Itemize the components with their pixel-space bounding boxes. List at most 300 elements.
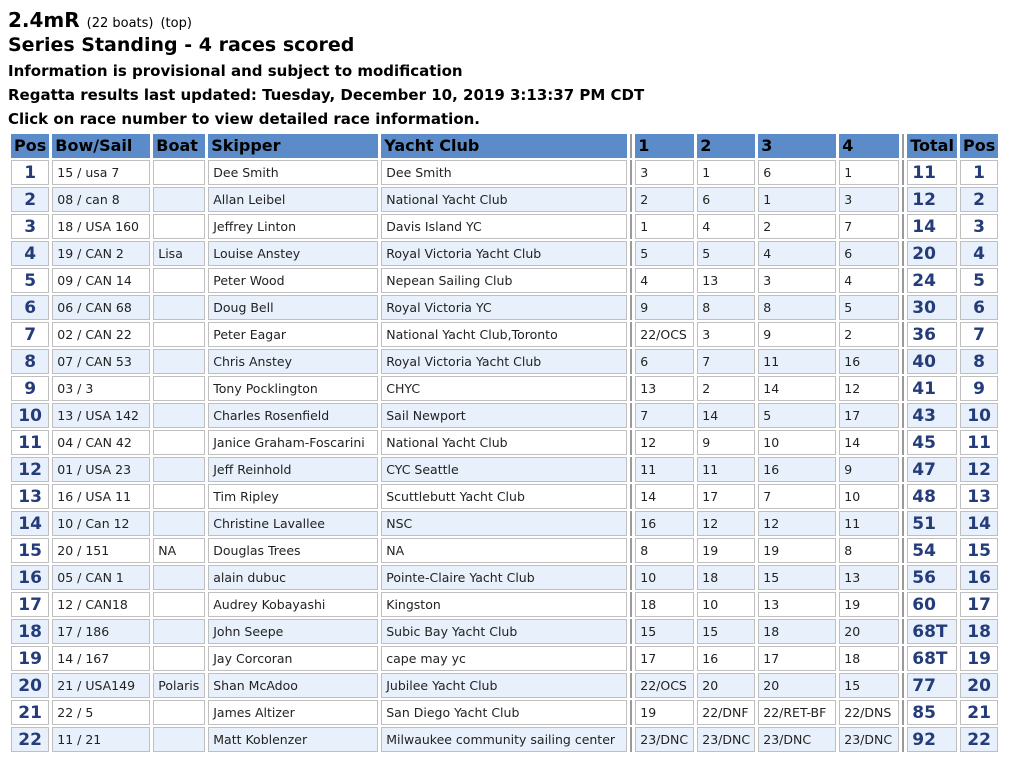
cell-race-2: 22/DNF	[697, 700, 755, 725]
cell-race-3: 5	[758, 403, 836, 428]
cell-race-3: 15	[758, 565, 836, 590]
cell-race-4: 8	[839, 538, 899, 563]
column-separator	[630, 134, 632, 158]
column-separator	[902, 646, 904, 671]
table-row	[11, 457, 998, 482]
cell-bow-sail: 21 / USA149	[52, 673, 150, 698]
cell-boat	[153, 214, 205, 239]
race-click-hint: Click on race number to view detailed race information.	[8, 110, 481, 128]
cell-race-3: 10	[758, 430, 836, 455]
cell-race-2: 8	[697, 295, 755, 320]
cell-pos-final: 17	[960, 592, 998, 617]
cell-skipper: Tony Pocklington	[208, 376, 378, 401]
column-separator	[630, 349, 632, 374]
cell-race-1: 23/DNC	[635, 727, 694, 752]
table-row	[11, 376, 998, 401]
cell-boat	[153, 727, 205, 752]
cell-pos-final: 16	[960, 565, 998, 590]
cell-skipper: Jeffrey Linton	[208, 214, 378, 239]
cell-race-2: 13	[697, 268, 755, 293]
col-boat: Boat	[153, 134, 205, 158]
cell-boat	[153, 484, 205, 509]
cell-skipper: Doug Bell	[208, 295, 378, 320]
class-title	[8, 8, 192, 36]
cell-bow-sail: 12 / CAN18	[52, 592, 150, 617]
cell-race-3: 9	[758, 322, 836, 347]
cell-yacht-club: Royal Victoria Yacht Club	[381, 241, 627, 266]
column-separator	[902, 241, 904, 266]
cell-pos: 17	[11, 592, 49, 617]
cell-race-3: 4	[758, 241, 836, 266]
cell-total: 24	[907, 268, 957, 293]
cell-bow-sail: 07 / CAN 53	[52, 349, 150, 374]
table-row	[11, 565, 998, 590]
cell-pos: 12	[11, 457, 49, 482]
cell-boat	[153, 268, 205, 293]
cell-race-1: 3	[635, 160, 694, 185]
cell-race-1: 14	[635, 484, 694, 509]
cell-race-1: 4	[635, 268, 694, 293]
cell-yacht-club: Kingston	[381, 592, 627, 617]
cell-pos: 13	[11, 484, 49, 509]
column-separator	[630, 646, 632, 671]
column-separator	[902, 538, 904, 563]
table-row	[11, 349, 998, 374]
table-row	[11, 538, 998, 563]
cell-boat	[153, 322, 205, 347]
cell-total: 48	[907, 484, 957, 509]
cell-pos-final: 4	[960, 241, 998, 266]
cell-race-3: 22/RET-BF	[758, 700, 836, 725]
cell-pos-final: 2	[960, 187, 998, 212]
cell-race-4: 7	[839, 214, 899, 239]
cell-boat	[153, 592, 205, 617]
cell-pos: 16	[11, 565, 49, 590]
cell-boat	[153, 349, 205, 374]
cell-total: 11	[907, 160, 957, 185]
series-heading: Series Standing - 4 races scored	[8, 34, 355, 56]
cell-race-1: 16	[635, 511, 694, 536]
cell-pos-final: 8	[960, 349, 998, 374]
cell-race-2: 5	[697, 241, 755, 266]
cell-total: 56	[907, 565, 957, 590]
cell-race-4: 17	[839, 403, 899, 428]
cell-yacht-club: CYC Seattle	[381, 457, 627, 482]
column-separator	[630, 268, 632, 293]
cell-race-1: 18	[635, 592, 694, 617]
cell-race-4: 3	[839, 187, 899, 212]
cell-skipper: Peter Wood	[208, 268, 378, 293]
cell-yacht-club: Nepean Sailing Club	[381, 268, 627, 293]
col-pos: Pos	[11, 134, 49, 158]
column-separator	[902, 511, 904, 536]
cell-race-1: 19	[635, 700, 694, 725]
cell-pos: 18	[11, 619, 49, 644]
cell-bow-sail: 05 / CAN 1	[52, 565, 150, 590]
column-separator	[902, 376, 904, 401]
cell-bow-sail: 22 / 5	[52, 700, 150, 725]
cell-total: 43	[907, 403, 957, 428]
cell-yacht-club: NA	[381, 538, 627, 563]
cell-race-3: 2	[758, 214, 836, 239]
cell-race-3: 7	[758, 484, 836, 509]
cell-bow-sail: 08 / can 8	[52, 187, 150, 212]
cell-boat	[153, 511, 205, 536]
cell-race-2: 19	[697, 538, 755, 563]
cell-total: 92	[907, 727, 957, 752]
cell-race-3: 23/DNC	[758, 727, 836, 752]
class-name: 2.4mR	[8, 8, 80, 32]
col-race-3-link[interactable]: 3	[758, 134, 836, 158]
column-separator	[902, 134, 904, 158]
cell-pos-final: 1	[960, 160, 998, 185]
cell-race-4: 2	[839, 322, 899, 347]
cell-race-3: 12	[758, 511, 836, 536]
cell-total: 68T	[907, 619, 957, 644]
header-row	[11, 134, 998, 158]
cell-total: 30	[907, 295, 957, 320]
cell-race-2: 4	[697, 214, 755, 239]
cell-race-4: 13	[839, 565, 899, 590]
cell-race-4: 14	[839, 430, 899, 455]
column-separator	[630, 700, 632, 725]
column-separator	[630, 241, 632, 266]
cell-race-1: 6	[635, 349, 694, 374]
cell-bow-sail: 11 / 21	[52, 727, 150, 752]
cell-race-1: 7	[635, 403, 694, 428]
cell-race-3: 6	[758, 160, 836, 185]
cell-bow-sail: 09 / CAN 14	[52, 268, 150, 293]
cell-bow-sail: 04 / CAN 42	[52, 430, 150, 455]
cell-race-3: 19	[758, 538, 836, 563]
cell-race-4: 19	[839, 592, 899, 617]
cell-race-2: 2	[697, 376, 755, 401]
cell-boat	[153, 700, 205, 725]
column-separator	[630, 565, 632, 590]
cell-race-4: 11	[839, 511, 899, 536]
cell-pos: 6	[11, 295, 49, 320]
column-separator	[902, 619, 904, 644]
table-row	[11, 187, 998, 212]
col-race-1-link[interactable]: 1	[635, 134, 694, 158]
cell-pos: 11	[11, 430, 49, 455]
cell-pos-final: 15	[960, 538, 998, 563]
table-row	[11, 268, 998, 293]
cell-pos-final: 6	[960, 295, 998, 320]
cell-race-3: 16	[758, 457, 836, 482]
cell-bow-sail: 01 / USA 23	[52, 457, 150, 482]
cell-race-2: 15	[697, 619, 755, 644]
column-separator	[630, 727, 632, 752]
cell-race-3: 14	[758, 376, 836, 401]
cell-race-4: 16	[839, 349, 899, 374]
column-separator	[630, 160, 632, 185]
column-separator	[902, 457, 904, 482]
cell-boat	[153, 646, 205, 671]
cell-pos: 5	[11, 268, 49, 293]
cell-race-1: 22/OCS	[635, 322, 694, 347]
cell-boat	[153, 565, 205, 590]
column-separator	[902, 268, 904, 293]
cell-race-1: 9	[635, 295, 694, 320]
cell-total: 47	[907, 457, 957, 482]
cell-boat	[153, 403, 205, 428]
cell-skipper: Peter Eagar	[208, 322, 378, 347]
cell-bow-sail: 15 / usa 7	[52, 160, 150, 185]
cell-yacht-club: National Yacht Club	[381, 430, 627, 455]
cell-race-3: 17	[758, 646, 836, 671]
column-separator	[630, 187, 632, 212]
cell-pos: 7	[11, 322, 49, 347]
col-skipper: Skipper	[208, 134, 378, 158]
cell-skipper: alain dubuc	[208, 565, 378, 590]
cell-total: 12	[907, 187, 957, 212]
cell-pos-final: 18	[960, 619, 998, 644]
cell-pos-final: 7	[960, 322, 998, 347]
cell-total: 36	[907, 322, 957, 347]
cell-pos-final: 11	[960, 430, 998, 455]
cell-yacht-club: cape may yc	[381, 646, 627, 671]
provisional-notice: Information is provisional and subject to modification	[8, 62, 463, 80]
cell-total: 51	[907, 511, 957, 536]
cell-race-1: 15	[635, 619, 694, 644]
cell-pos: 2	[11, 187, 49, 212]
cell-race-2: 16	[697, 646, 755, 671]
cell-total: 45	[907, 430, 957, 455]
cell-pos-final: 9	[960, 376, 998, 401]
cell-race-4: 12	[839, 376, 899, 401]
cell-yacht-club: National Yacht Club,Toronto	[381, 322, 627, 347]
col-pos-final: Pos	[960, 134, 998, 158]
cell-boat	[153, 160, 205, 185]
column-separator	[902, 430, 904, 455]
cell-skipper: Charles Rosenfield	[208, 403, 378, 428]
cell-pos: 19	[11, 646, 49, 671]
cell-race-2: 23/DNC	[697, 727, 755, 752]
column-separator	[630, 457, 632, 482]
col-total: Total	[907, 134, 957, 158]
cell-race-4: 22/DNS	[839, 700, 899, 725]
column-separator	[902, 322, 904, 347]
cell-pos: 14	[11, 511, 49, 536]
table-row	[11, 646, 998, 671]
column-separator	[630, 592, 632, 617]
cell-race-1: 8	[635, 538, 694, 563]
cell-race-1: 13	[635, 376, 694, 401]
cell-yacht-club: NSC	[381, 511, 627, 536]
cell-race-4: 4	[839, 268, 899, 293]
cell-skipper: Shan McAdoo	[208, 673, 378, 698]
cell-bow-sail: 10 / Can 12	[52, 511, 150, 536]
cell-race-3: 11	[758, 349, 836, 374]
cell-skipper: Janice Graham-Foscarini	[208, 430, 378, 455]
cell-skipper: Louise Anstey	[208, 241, 378, 266]
column-separator	[902, 700, 904, 725]
cell-race-2: 12	[697, 511, 755, 536]
cell-bow-sail: 02 / CAN 22	[52, 322, 150, 347]
cell-pos: 4	[11, 241, 49, 266]
cell-pos: 15	[11, 538, 49, 563]
column-separator	[902, 727, 904, 752]
cell-pos: 20	[11, 673, 49, 698]
table-row	[11, 295, 998, 320]
cell-bow-sail: 03 / 3	[52, 376, 150, 401]
table-row	[11, 214, 998, 239]
col-yacht-club: Yacht Club	[381, 134, 627, 158]
cell-skipper: Douglas Trees	[208, 538, 378, 563]
table-row	[11, 727, 998, 752]
cell-race-3: 20	[758, 673, 836, 698]
column-separator	[902, 295, 904, 320]
cell-skipper: Dee Smith	[208, 160, 378, 185]
cell-skipper: Christine Lavallee	[208, 511, 378, 536]
cell-race-2: 1	[697, 160, 755, 185]
cell-skipper: Matt Koblenzer	[208, 727, 378, 752]
col-bow-sail: Bow/Sail	[52, 134, 150, 158]
cell-race-2: 10	[697, 592, 755, 617]
cell-race-4: 15	[839, 673, 899, 698]
cell-race-2: 18	[697, 565, 755, 590]
cell-skipper: Audrey Kobayashi	[208, 592, 378, 617]
cell-pos-final: 14	[960, 511, 998, 536]
cell-total: 41	[907, 376, 957, 401]
cell-yacht-club: Milwaukee community sailing center	[381, 727, 627, 752]
cell-yacht-club: Dee Smith	[381, 160, 627, 185]
cell-yacht-club: CHYC	[381, 376, 627, 401]
cell-yacht-club: Royal Victoria Yacht Club	[381, 349, 627, 374]
column-separator	[902, 565, 904, 590]
cell-boat	[153, 376, 205, 401]
cell-race-2: 7	[697, 349, 755, 374]
cell-skipper: Jay Corcoran	[208, 646, 378, 671]
column-separator	[630, 484, 632, 509]
cell-total: 60	[907, 592, 957, 617]
table-row	[11, 160, 998, 185]
cell-pos-final: 20	[960, 673, 998, 698]
cell-bow-sail: 13 / USA 142	[52, 403, 150, 428]
table-row	[11, 619, 998, 644]
top-link[interactable]: (top)	[160, 16, 192, 31]
table-row	[11, 700, 998, 725]
cell-pos: 9	[11, 376, 49, 401]
cell-yacht-club: Subic Bay Yacht Club	[381, 619, 627, 644]
column-separator	[630, 430, 632, 455]
cell-total: 68T	[907, 646, 957, 671]
cell-bow-sail: 16 / USA 11	[52, 484, 150, 509]
cell-race-1: 2	[635, 187, 694, 212]
cell-boat: Polaris	[153, 673, 205, 698]
cell-skipper: Chris Anstey	[208, 349, 378, 374]
table-row	[11, 322, 998, 347]
column-separator	[902, 484, 904, 509]
cell-race-3: 8	[758, 295, 836, 320]
cell-race-1: 22/OCS	[635, 673, 694, 698]
column-separator	[630, 322, 632, 347]
cell-pos: 21	[11, 700, 49, 725]
cell-race-2: 17	[697, 484, 755, 509]
col-race-2-link[interactable]: 2	[697, 134, 755, 158]
cell-pos: 22	[11, 727, 49, 752]
cell-yacht-club: Sail Newport	[381, 403, 627, 428]
table-row	[11, 592, 998, 617]
cell-skipper: Jeff Reinhold	[208, 457, 378, 482]
cell-race-4: 6	[839, 241, 899, 266]
cell-bow-sail: 19 / CAN 2	[52, 241, 150, 266]
last-updated: Regatta results last updated: Tuesday, December 10, 2019 3:13:37 PM CDT	[8, 86, 645, 104]
cell-boat	[153, 457, 205, 482]
cell-yacht-club: National Yacht Club	[381, 187, 627, 212]
cell-boat	[153, 295, 205, 320]
cell-race-1: 5	[635, 241, 694, 266]
column-separator	[902, 592, 904, 617]
table-row	[11, 673, 998, 698]
column-separator	[630, 673, 632, 698]
cell-pos-final: 10	[960, 403, 998, 428]
cell-pos: 1	[11, 160, 49, 185]
table-row	[11, 241, 998, 266]
cell-total: 14	[907, 214, 957, 239]
cell-race-4: 1	[839, 160, 899, 185]
results-table	[8, 132, 1001, 754]
cell-pos-final: 21	[960, 700, 998, 725]
cell-race-2: 6	[697, 187, 755, 212]
cell-race-3: 3	[758, 268, 836, 293]
cell-pos: 3	[11, 214, 49, 239]
cell-skipper: John Seepe	[208, 619, 378, 644]
cell-total: 54	[907, 538, 957, 563]
cell-pos-final: 19	[960, 646, 998, 671]
cell-race-2: 3	[697, 322, 755, 347]
cell-bow-sail: 06 / CAN 68	[52, 295, 150, 320]
cell-race-2: 9	[697, 430, 755, 455]
cell-pos-final: 13	[960, 484, 998, 509]
cell-bow-sail: 17 / 186	[52, 619, 150, 644]
cell-race-4: 10	[839, 484, 899, 509]
cell-race-4: 23/DNC	[839, 727, 899, 752]
table-row	[11, 430, 998, 455]
cell-total: 85	[907, 700, 957, 725]
cell-race-4: 5	[839, 295, 899, 320]
table-row	[11, 511, 998, 536]
cell-race-2: 11	[697, 457, 755, 482]
cell-pos-final: 5	[960, 268, 998, 293]
column-separator	[630, 295, 632, 320]
cell-skipper: James Altizer	[208, 700, 378, 725]
cell-race-1: 10	[635, 565, 694, 590]
column-separator	[902, 673, 904, 698]
cell-pos: 10	[11, 403, 49, 428]
cell-race-2: 14	[697, 403, 755, 428]
cell-total: 20	[907, 241, 957, 266]
cell-yacht-club: San Diego Yacht Club	[381, 700, 627, 725]
cell-race-3: 18	[758, 619, 836, 644]
table-row	[11, 484, 998, 509]
cell-total: 77	[907, 673, 957, 698]
cell-bow-sail: 20 / 151	[52, 538, 150, 563]
cell-pos: 8	[11, 349, 49, 374]
cell-race-1: 1	[635, 214, 694, 239]
cell-race-2: 20	[697, 673, 755, 698]
cell-total: 40	[907, 349, 957, 374]
cell-boat	[153, 619, 205, 644]
cell-pos-final: 12	[960, 457, 998, 482]
cell-race-1: 17	[635, 646, 694, 671]
column-separator	[902, 349, 904, 374]
col-race-4-link[interactable]: 4	[839, 134, 899, 158]
cell-race-3: 1	[758, 187, 836, 212]
cell-yacht-club: Royal Victoria YC	[381, 295, 627, 320]
cell-race-1: 11	[635, 457, 694, 482]
